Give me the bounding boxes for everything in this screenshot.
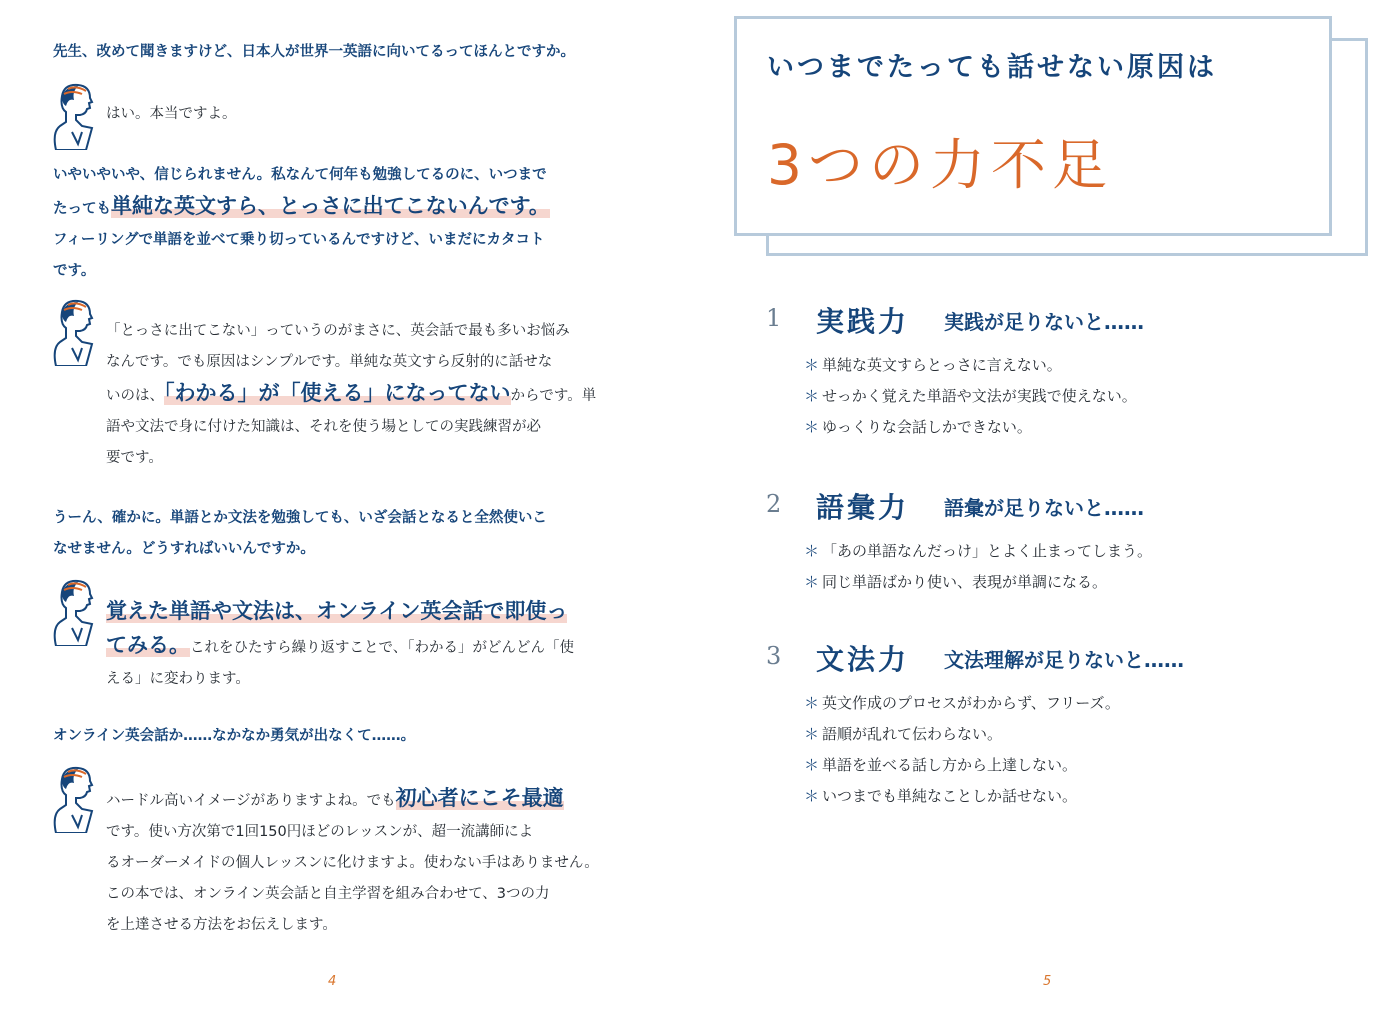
skill-name: 実践力 [816, 305, 910, 338]
asterisk-icon: ＊ [804, 787, 820, 805]
bullet-item [804, 781, 1120, 812]
answer-text: いのは、 [106, 388, 164, 404]
answer-line: 要です。 [106, 450, 163, 466]
question-line [53, 191, 633, 225]
skill-name: 語彙力 [816, 491, 910, 524]
asterisk-icon: ＊ [804, 418, 820, 436]
teacher-answer-3 [106, 596, 626, 695]
highlighted-phrase: てみる。 [106, 633, 190, 657]
teacher-avatar-icon [52, 765, 98, 833]
teacher-answer-1 [106, 99, 626, 130]
highlighted-phrase: 「わかる」が「使える」になってない [164, 381, 511, 405]
bullet-text: 単語を並べる話し方から上達しない。 [822, 756, 1078, 774]
question-text: オンライン英会話か……なかなか勇気が出なくて……。 [53, 728, 416, 744]
skill-bullet-list [804, 350, 1137, 443]
asterisk-icon: ＊ [804, 356, 820, 374]
bullet-text: 「あの単語なんだっけ」とよく止まってしまう。 [822, 542, 1153, 560]
answer-text: これをひたすら繰り返すことで、「わかる」がどんどん「使 [190, 640, 574, 656]
highlighted-phrase: 初心者にこそ最適 [395, 786, 564, 810]
answer-text: はい。本当ですよ。 [106, 106, 237, 122]
skill-number: 2 [766, 490, 782, 518]
bullet-text: 語順が乱れて伝わらない。 [822, 725, 1003, 743]
skill-name: 文法力 [816, 643, 910, 676]
student-question-1 [53, 37, 633, 68]
question-text: 先生、改めて聞きますけど、日本人が世界一英語に向いてるってほんとですか。 [53, 44, 575, 60]
page-number: 5 [1043, 974, 1052, 989]
skill-subtitle: 語彙が足りないと…… [944, 496, 1144, 520]
bullet-item [804, 719, 1120, 750]
teacher-avatar-icon [52, 298, 98, 366]
answer-text: からです。単 [510, 388, 597, 404]
student-question-4 [53, 721, 633, 752]
bullet-item [804, 412, 1137, 443]
skill-number: 1 [766, 304, 782, 332]
answer-line: 語や文法で身に付けた知識は、それを使う場としての実践練習が必 [106, 419, 541, 435]
question-line: です。 [53, 263, 96, 279]
asterisk-icon: ＊ [804, 725, 820, 743]
bullet-text: いつまでも単純なことしか話せない。 [822, 787, 1078, 805]
answer-line: える」に変わります。 [106, 671, 250, 687]
bullet-item [804, 381, 1137, 412]
asterisk-icon: ＊ [804, 694, 820, 712]
bullet-text: 同じ単語ばかり使い、表現が単調になる。 [822, 573, 1108, 591]
student-question-2 [53, 160, 633, 287]
bullet-item [804, 688, 1120, 719]
skill-bullet-list [804, 536, 1152, 598]
bullet-item [804, 750, 1120, 781]
answer-text: ハードル高いイメージがありますよね。でも [106, 793, 396, 809]
answer-line: なんです。でも原因はシンプルです。単純な英文すら反射的に話せな [106, 354, 553, 370]
teacher-answer-2 [106, 316, 626, 474]
right-page [693, 0, 1387, 1016]
question-line: フィーリングで単語を並べて乗り切っているんですけど、いまだにカタコト [53, 232, 545, 248]
page-number: 4 [328, 974, 337, 989]
question-text: たっても [53, 201, 111, 217]
title-box-heading: 3つの力不足 [767, 133, 1113, 197]
question-line: なせません。どうすればいいんですか。 [53, 541, 315, 557]
answer-line [106, 378, 626, 412]
teacher-avatar-icon [52, 82, 98, 150]
teacher-answer-4 [106, 783, 626, 941]
answer-line: 「とっさに出てこない」っていうのがまさに、英会話で最も多いお悩み [106, 323, 570, 339]
answer-line: です。使い方次第で1回150円ほどのレッスンが、超一流講師によ [106, 824, 534, 840]
highlighted-phrase: 単純な英文すら、とっさに出てこないんです。 [111, 194, 550, 218]
left-page [0, 0, 693, 1016]
answer-line: を上達させる方法をお伝えします。 [106, 917, 337, 933]
bullet-text: 英文作成のプロセスがわからず、フリーズ。 [822, 694, 1120, 712]
title-box [734, 16, 1332, 236]
answer-line [106, 596, 626, 630]
answer-line [106, 783, 626, 817]
asterisk-icon: ＊ [804, 542, 820, 560]
skill-subtitle: 実践が足りないと…… [944, 310, 1144, 334]
asterisk-icon: ＊ [804, 756, 820, 774]
skill-bullet-list [804, 688, 1120, 812]
highlighted-phrase: 覚えた単語や文法は、オンライン英会話で即使っ [106, 599, 568, 623]
answer-line: この本では、オンライン英会話と自主学習を組み合わせて、3つの力 [106, 886, 550, 902]
bullet-text: ゆっくりな会話しかできない。 [822, 418, 1032, 436]
title-box-lead: いつまでたっても話せない原因は [767, 52, 1217, 83]
answer-line: るオーダーメイドの個人レッスンに化けますよ。使わない手はありません。 [106, 855, 599, 871]
bullet-item [804, 350, 1137, 381]
question-line: いやいやいや、信じられません。私なんて何年も勉強してるのに、いつまで [53, 167, 547, 183]
skill-subtitle: 文法理解が足りないと…… [944, 648, 1184, 672]
bullet-item [804, 536, 1152, 567]
asterisk-icon: ＊ [804, 573, 820, 591]
teacher-avatar-icon [52, 578, 98, 646]
asterisk-icon: ＊ [804, 387, 820, 405]
student-question-3 [53, 503, 633, 565]
bullet-text: 単純な英文すらとっさに言えない。 [822, 356, 1062, 374]
skill-number: 3 [766, 642, 782, 670]
answer-line [106, 630, 626, 664]
question-line: うーん、確かに。単語とか文法を勉強しても、いざ会話となると全然使いこ [53, 510, 547, 526]
bullet-item [804, 567, 1152, 598]
bullet-text: せっかく覚えた単語や文法が実践で使えない。 [822, 387, 1137, 405]
